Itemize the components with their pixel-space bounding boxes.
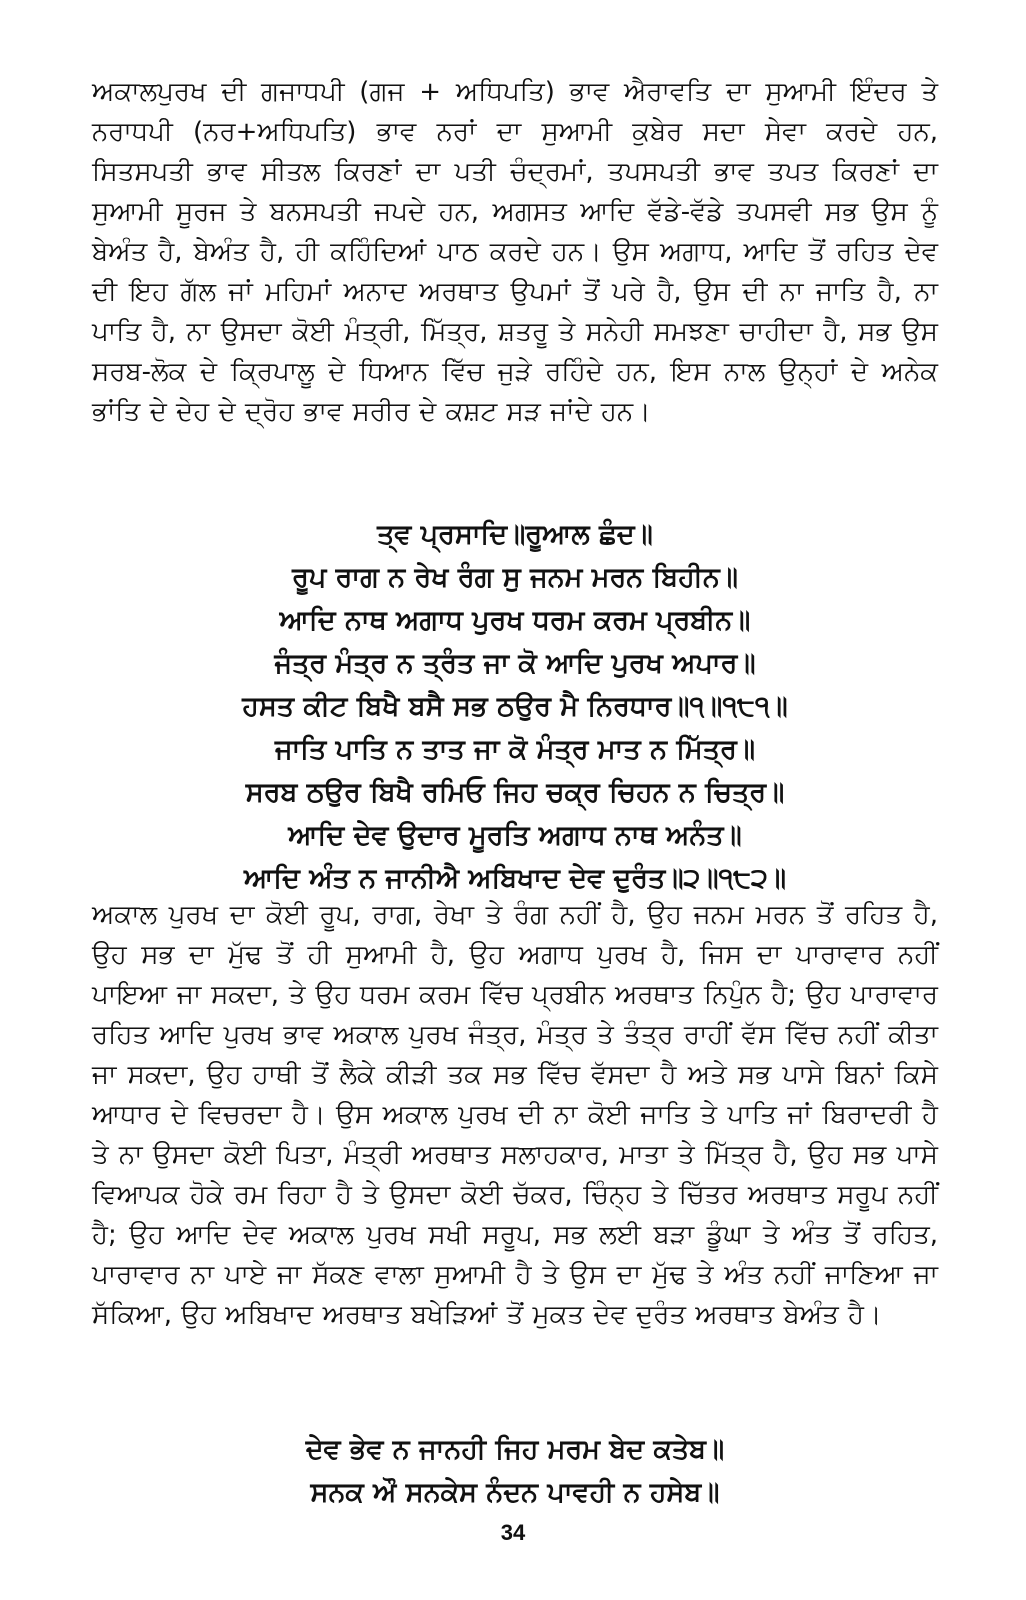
page-number: 34 xyxy=(500,1520,526,1545)
verse-line: ਆਦਿ ਦੇਵ ਉਦਾਰ ਮੂਰਤਿ ਅਗਾਧ ਨਾਥ ਅਨੰਤ॥ xyxy=(288,820,742,851)
verse-line: ਸਨਕ ਔ ਸਨਕੇਸ ਨੰਦਨ ਪਾਵਹੀ ਨ ਹਸੇਬ॥ xyxy=(310,1477,720,1508)
verse-line: ਰੂਪ ਰਾਗ ਨ ਰੇਖ ਰੰਗ ਸੁ ਜਨਮ ਮਰਨ ਬਿਹੀਨ॥ xyxy=(292,562,738,593)
verse-line: ਆਦਿ ਨਾਥ ਅਗਾਧ ਪੁਰਖ ਧਰਮ ਕਰਮ ਪ੍ਰਬੀਨ॥ xyxy=(279,605,751,636)
verse-line: ਸਰਬ ਠਉਰ ਬਿਖੈ ਰਮਿਓ ਜਿਹ ਚਕ੍ਰ ਚਿਹਨ ਨ ਚਿਤ੍ਰ॥ xyxy=(245,777,785,808)
verse-line: ਜੰਤ੍ਰ ਮੰਤ੍ਰ ਨ ਤ੍ਰੰਤ ਜਾ ਕੋ ਆਦਿ ਪੁਰਖ ਅਪਾਰ॥ xyxy=(274,648,756,679)
verse-line: ਦੇਵ ਭੇਵ ਨ ਜਾਨਹੀ ਜਿਹ ਮਰਮ ਬੇਦ ਕਤੇਬ॥ xyxy=(305,1434,725,1465)
verse-heading: ਤ੍ਵ ਪ੍ਰਸਾਦਿ॥ਰੂਆਲ ਛੰਦ॥ xyxy=(377,519,653,550)
verse-block-2 xyxy=(92,1428,938,1514)
verse-line: ਹਸਤ ਕੀਟ ਬਿਖੈ ਬਸੈ ਸਭ ਠਉਰ ਮੈ ਨਿਰਧਾਰ॥੧॥੧੮੧॥ xyxy=(242,691,788,722)
commentary-paragraph-1: ਅਕਾਲਪੁਰਖ ਦੀ ਗਜਾਧਪੀ (ਗਜ + ਅਧਿਪਤਿ) ਭਾਵ ਐਰਾਵਤਿ ਦਾ ਸੁਆਮੀ ਇੰਦਰ ਤੇ ਨਰਾਧਪੀ (ਨਰ+ਅਧਿਪਤਿ) ਭਾਵ ਨਰਾਂ ਦਾ ਸੁਆਮੀ ਕੁਬੇਰ ਸਦਾ ਸੇਵਾ ਕਰਦੇ ਹਨ, ਸਿਤਸਪਤੀ ਭਾਵ ਸੀਤਲ ਕਿਰਣਾਂ ਦਾ ਪਤੀ ਚੰਦ੍ਰਮਾਂ, ਤਪਸਪਤੀ ਭਾਵ ਤਪਤ ਕਿਰਣਾਂ ਦਾ ਸੁਆਮੀ ਸੂਰਜ ਤੇ ਬਨਸਪਤੀ ਜਪਦੇ ਹਨ, ਅਗਸਤ ਆਦਿ ਵੱਡੇ-ਵੱਡੇ ਤਪਸਵੀ ਸਭ ਉਸ ਨੂੰ ਬੇਅੰਤ ਹੈ, ਬੇਅੰਤ ਹੈ, ਹੀ ਕਹਿੰਦਿਆਂ ਪਾਠ ਕਰਦੇ ਹਨ। ਉਸ ਅਗਾਧ, ਆਦਿ ਤੋਂ ਰਹਿਤ ਦੇਵ ਦੀ ਇਹ ਗੱਲ ਜਾਂ ਮਹਿਮਾਂ ਅਨਾਦ ਅਰਥਾਤ ਉਪਮਾਂ ਤੋਂ ਪਰੇ ਹੈ, ਉਸ ਦੀ ਨਾ ਜਾਤਿ ਹੈ, ਨਾ ਪਾਤਿ ਹੈ, ਨਾ ਉਸਦਾ ਕੋਈ ਮੰਤ੍ਰੀ, ਮਿੱਤ੍ਰ, ਸ਼ਤਰੂ ਤੇ ਸਨੇਹੀ ਸਮਝਣਾ ਚਾਹੀਦਾ ਹੈ, ਸਭ ਉਸ ਸਰਬ-ਲੋਕ ਦੇ ਕ੍ਰਿਪਾਲੂ ਦੇ ਧਿਆਨ ਵਿੱਚ ਜੁੜੇ ਰਹਿੰਦੇ ਹਨ, ਇਸ ਨਾਲ ਉਨ੍ਹਾਂ ਦੇ ਅਨੇਕ ਭਾਂਤਿ ਦੇ ਦੇਹ ਦੇ ਦ੍ਰੋਹ ਭਾਵ ਸਰੀਰ ਦੇ ਕਸ਼ਟ ਸੜ ਜਾਂਦੇ ਹਨ। xyxy=(92,77,938,427)
verse-block-1 xyxy=(92,513,938,900)
commentary-paragraph-2: ਅਕਾਲ ਪੁਰਖ ਦਾ ਕੋਈ ਰੂਪ, ਰਾਗ, ਰੇਖਾ ਤੇ ਰੰਗ ਨਹੀਂ ਹੈ, ਉਹ ਜਨਮ ਮਰਨ ਤੋਂ ਰਹਿਤ ਹੈ, ਉਹ ਸਭ ਦਾ ਮੁੱਢ ਤੋਂ ਹੀ ਸੁਆਮੀ ਹੈ, ਉਹ ਅਗਾਧ ਪੁਰਖ ਹੈ, ਜਿਸ ਦਾ ਪਾਰਾਵਾਰ ਨਹੀਂ ਪਾਇਆ ਜਾ ਸਕਦਾ, ਤੇ ਉਹ ਧਰਮ ਕਰਮ ਵਿੱਚ ਪ੍ਰਬੀਨ ਅਰਥਾਤ ਨਿਪੁੰਨ ਹੈ; ਉਹ ਪਾਰਾਵਾਰ ਰਹਿਤ ਆਦਿ ਪੁਰਖ ਭਾਵ ਅਕਾਲ ਪੁਰਖ ਜੰਤ੍ਰ, ਮੰਤ੍ਰ ਤੇ ਤੰਤ੍ਰ ਰਾਹੀਂ ਵੱਸ ਵਿੱਚ ਨਹੀਂ ਕੀਤਾ ਜਾ ਸਕਦਾ, ਉਹ ਹਾਥੀ ਤੋਂ ਲੈਕੇ ਕੀੜੀ ਤਕ ਸਭ ਵਿੱਚ ਵੱਸਦਾ ਹੈ ਅਤੇ ਸਭ ਪਾਸੇ ਬਿਨਾਂ ਕਿਸੇ ਆਧਾਰ ਦੇ ਵਿਚਰਦਾ ਹੈ। ਉਸ ਅਕਾਲ ਪੁਰਖ ਦੀ ਨਾ ਕੋਈ ਜਾਤਿ ਤੇ ਪਾਤਿ ਜਾਂ ਬਿਰਾਦਰੀ ਹੈ ਤੇ ਨਾ ਉਸਦਾ ਕੋਈ ਪਿਤਾ, ਮੰਤ੍ਰੀ ਅਰਥਾਤ ਸਲਾਹਕਾਰ, ਮਾਤਾ ਤੇ ਮਿੱਤ੍ਰ ਹੈ, ਉਹ ਸਭ ਪਾਸੇ ਵਿਆਪਕ ਹੋਕੇ ਰਮ ਰਿਹਾ ਹੈ ਤੇ ਉਸਦਾ ਕੋਈ ਚੱਕਰ, ਚਿੰਨ੍ਹ ਤੇ ਚਿੱਤਰ ਅਰਥਾਤ ਸਰੂਪ ਨਹੀਂ ਹੈ; ਉਹ ਆਦਿ ਦੇਵ ਅਕਾਲ ਪੁਰਖ ਸਖੀ ਸਰੂਪ, ਸਭ ਲਈ ਬੜਾ ਡੂੰਘਾ ਤੇ ਅੰਤ ਤੋਂ ਰਹਿਤ, ਪਾਰਾਵਾਰ ਨਾ ਪਾਏ ਜਾ ਸੱਕਣ ਵਾਲਾ ਸੁਆਮੀ ਹੈ ਤੇ ਉਸ ਦਾ ਮੁੱਢ ਤੇ ਅੰਤ ਨਹੀਂ ਜਾਣਿਆ ਜਾ ਸੱਕਿਆ, ਉਹ ਅਬਿਖਾਦ ਅਰਥਾਤ ਬਖੇੜਿਆਂ ਤੋਂ ਮੁਕਤ ਦੇਵ ਦੁਰੰਤ ਅਰਥਾਤ ਬੇਅੰਤ ਹੈ। xyxy=(92,900,938,1330)
verse-line: ਜਾਤਿ ਪਾਤਿ ਨ ਤਾਤ ਜਾ ਕੋ ਮੰਤ੍ਰ ਮਾਤ ਨ ਮਿੱਤ੍ਰ॥ xyxy=(274,734,756,765)
verse-line: ਆਦਿ ਅੰਤ ਨ ਜਾਨੀਐ ਅਬਿਖਾਦ ਦੇਵ ਦੁਰੰਤ॥੨॥੧੮੨॥ xyxy=(243,863,787,894)
